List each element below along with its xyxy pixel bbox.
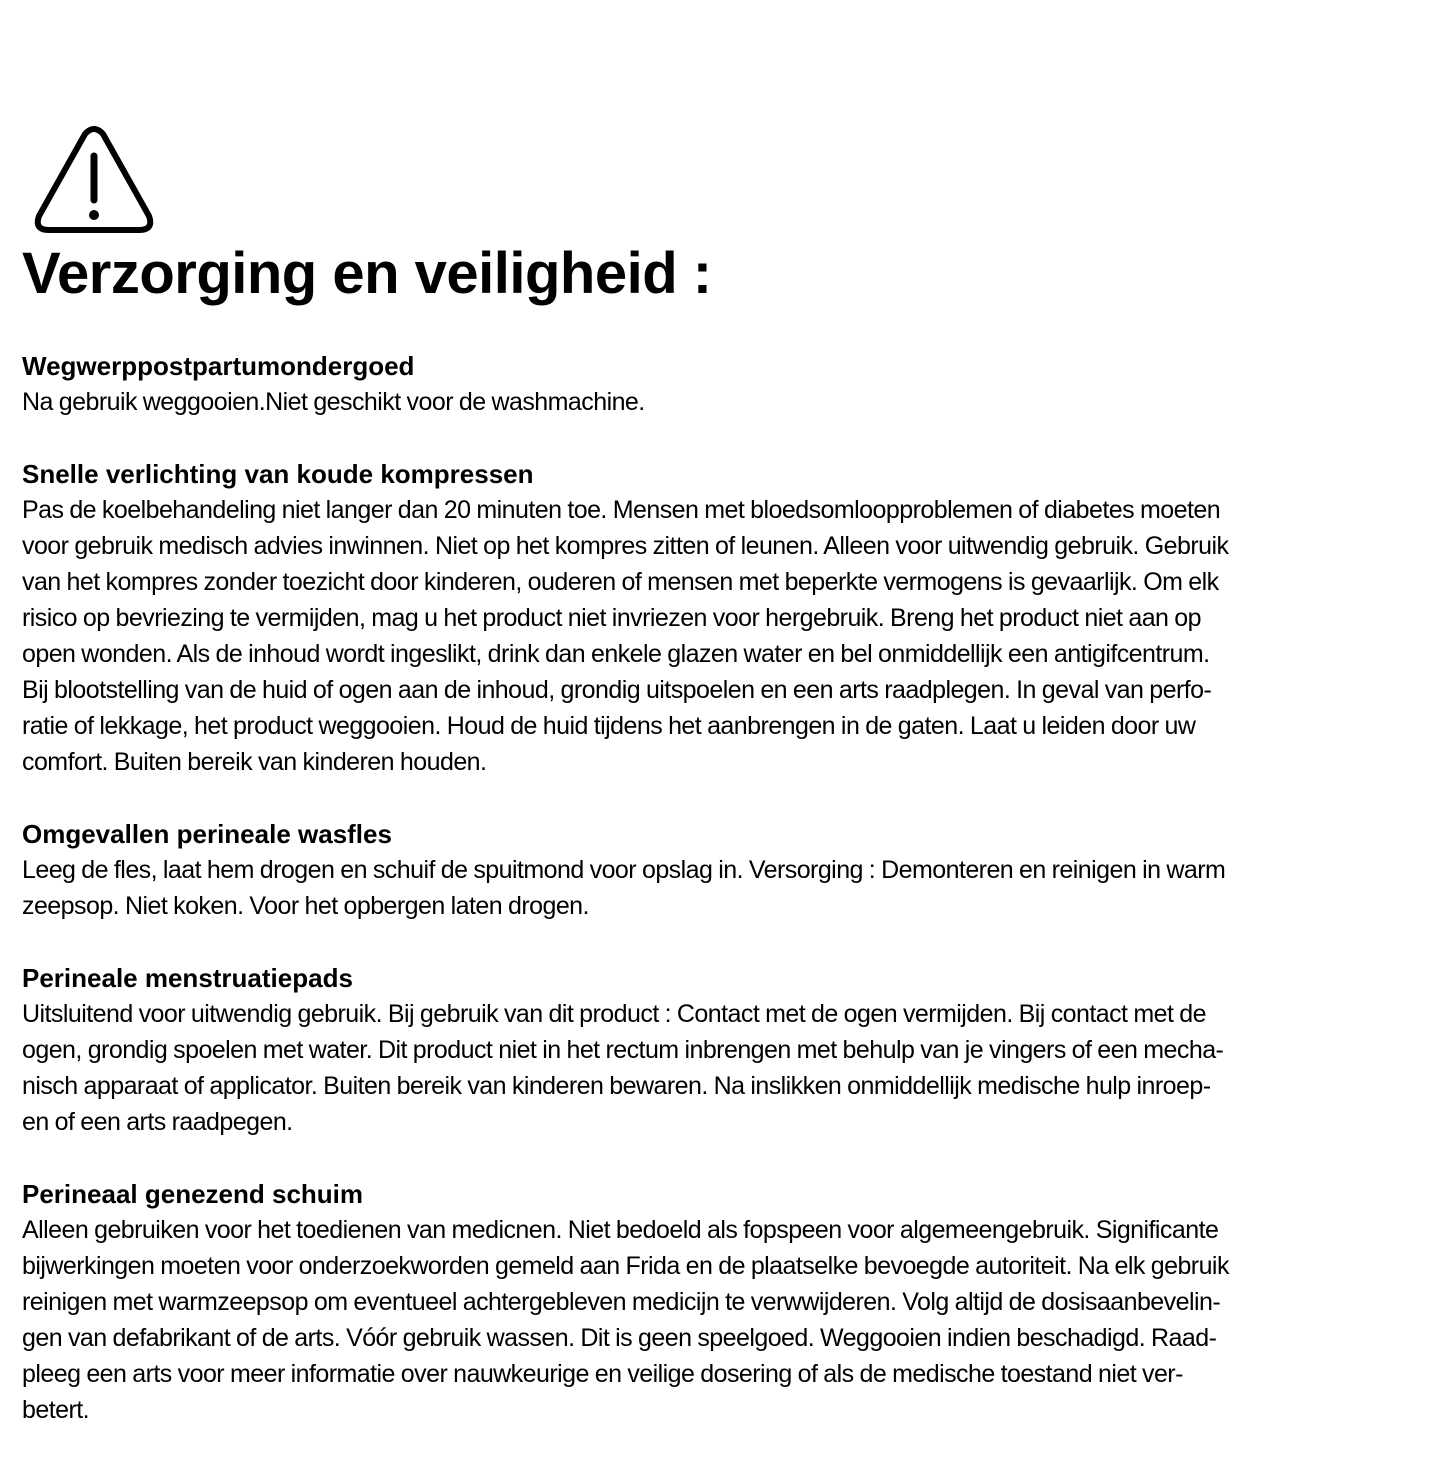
- body-line: Uitsluitend voor uitwendig gebruik. Bij gebruik van dit product : Contact met de ogen vermijden. Bij contact met de: [22, 1000, 1206, 1028]
- section-body: [22, 996, 1422, 1140]
- body-line: comfort. Buiten bereik van kinderen houden.: [22, 748, 487, 776]
- section-title: Perineale menstruatiepads: [22, 963, 353, 993]
- section-title: Wegwerppostpartumondergoed: [22, 351, 415, 381]
- body-line: Na gebruik weggooien.Niet geschikt voor de washmachine.: [22, 388, 645, 416]
- section-body: [22, 1212, 1422, 1428]
- body-line: voor gebruik medisch advies inwinnen. Niet op het kompres zitten of leunen. Alleen voor uitwendig gebruik. Gebruik: [22, 532, 1229, 560]
- body-line: open wonden. Als de inhoud wordt ingeslikt, drink dan enkele glazen water en bel onmiddellijk een antigifcentrum.: [22, 640, 1210, 668]
- body-line: zeepsop. Niet koken. Voor het opbergen laten drogen.: [22, 892, 589, 920]
- section-title: Omgevallen perineale wasfles: [22, 819, 392, 849]
- care-safety-content: [22, 348, 1422, 1464]
- section-menstruatiepads: [22, 960, 1422, 1140]
- page-title: Verzorging en veiligheid :: [22, 241, 712, 306]
- warning-triangle-icon: [33, 126, 155, 238]
- section-body: [22, 384, 1422, 420]
- body-line: reinigen met warmzeepsop om eventueel achtergebleven medicijn te verwwijderen. Volg altijd de dosisaanbevelin-: [22, 1288, 1221, 1316]
- section-wegwerpondergoed: [22, 348, 1422, 420]
- body-line: Pas de koelbehandeling niet langer dan 20 minuten toe. Mensen met bloedsomloopproblemen of diabetes moeten: [22, 496, 1221, 524]
- section-title: Perineaal genezend schuim: [22, 1179, 364, 1209]
- section-body: [22, 852, 1422, 924]
- body-line: betert.: [22, 1396, 90, 1424]
- section-title: Snelle verlichting van koude kompressen: [22, 459, 534, 489]
- section-body: [22, 492, 1422, 780]
- body-line: gen van defabrikant of de arts. Vóór gebruik wassen. Dit is geen speelgoed. Weggooien indien beschadigd. Raad-: [22, 1324, 1217, 1352]
- body-line: Leeg de fles, laat hem drogen en schuif de spuitmond voor opslag in. Versorging : Demonteren en reinigen in warm: [22, 856, 1226, 884]
- section-koude-kompressen: [22, 456, 1422, 780]
- body-line: van het kompres zonder toezicht door kinderen, ouderen of mensen met beperkte vermogens is gevaarlijk. Om elk: [22, 568, 1219, 596]
- section-genezend-schuim: [22, 1176, 1422, 1428]
- body-line: bijwerkingen moeten voor onderzoekworden gemeld aan Frida en de plaatselke bevoegde autoriteit. Na elk gebruik: [22, 1252, 1229, 1280]
- body-line: ogen, grondig spoelen met water. Dit product niet in het rectum inbrengen met behulp van je vingers of een mecha-: [22, 1036, 1224, 1064]
- body-line: ratie of lekkage, het product weggooien. Houd de huid tijdens het aanbrengen in de gaten. Laat u leiden door uw: [22, 712, 1196, 740]
- body-line: Alleen gebruiken voor het toedienen van medicnen. Niet bedoeld als fopspeen voor algemeengebruik. Significante: [22, 1216, 1219, 1244]
- body-line: risico op bevriezing te vermijden, mag u het product niet invriezen voor hergebruik. Breng het product niet aan op: [22, 604, 1202, 632]
- body-line: pleeg een arts voor meer informatie over nauwkeurige en veilige dosering of als de medische toestand niet ver-: [22, 1360, 1183, 1388]
- body-line: Bij blootstelling van de huid of ogen aan de inhoud, grondig uitspoelen en een arts raadplegen. In geval van perfo-: [22, 676, 1212, 704]
- body-line: en of een arts raadpegen.: [22, 1108, 293, 1136]
- body-line: nisch apparaat of applicator. Buiten bereik van kinderen bewaren. Na inslikken onmiddellijk medische hulp inroep-: [22, 1072, 1211, 1100]
- section-perineale-wasfles: [22, 816, 1422, 924]
